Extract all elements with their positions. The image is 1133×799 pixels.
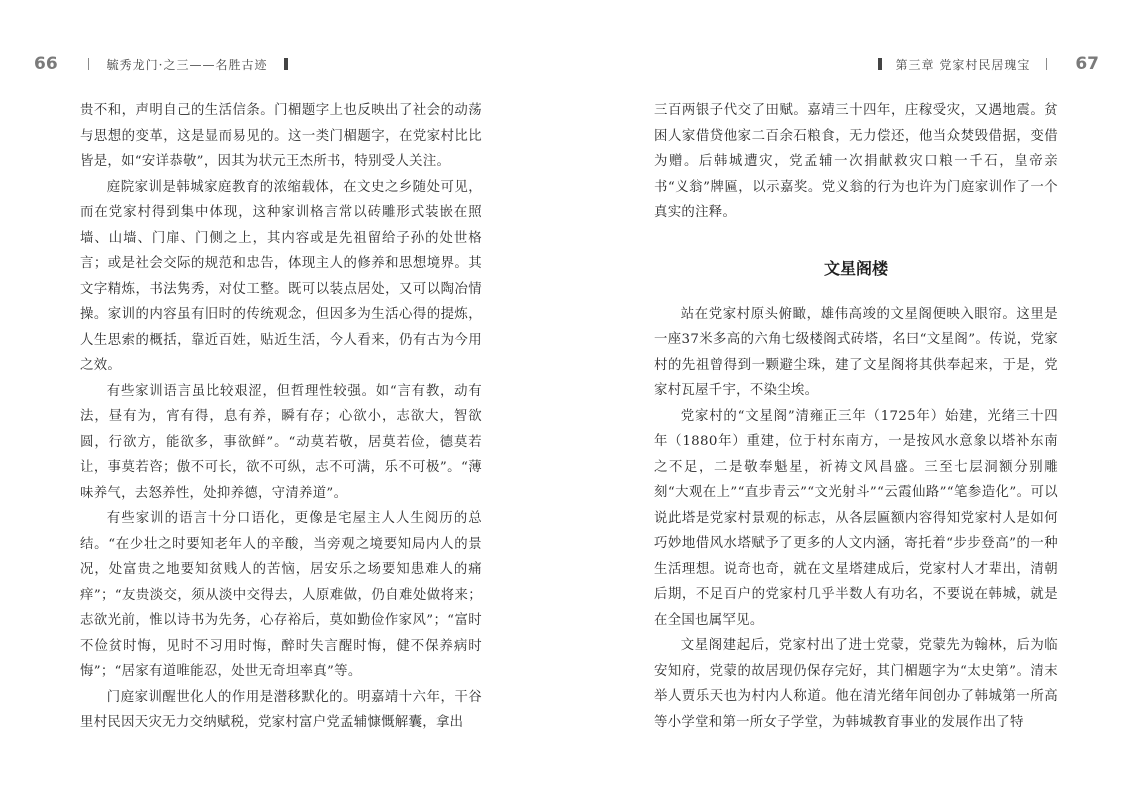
paragraph: 党家村的“文星阁”清雍正三年（1725年）始建，光绪三十四年（1880年）重建，位于村东南方，一是按风水意象以塔补东南之不足，二是敬奉魁星，祈祷文风昌盛。三至七层洞额分别雕刻“大观在上”“直步青云”“文光射斗”“云霞仙路”“笔参造化”。可以说此塔是党家村景观的标志，从各层匾额内容得知党家村人是如何巧妙地借风水塔赋予了更多的人文内涵，寄托着“步步登高”的一种生活理想。说奇也奇，就在文星塔建成后，党家村人才辈出，清朝后期，不足百户的党家村几乎半数人有功名，不要说在韩城，就是在全国也属罕见。 [654,408,1058,628]
left-running-header [34,52,288,76]
paragraph: 三百两银子代交了田赋。嘉靖三十四年，庄稼受灾，又遇地震。贫困人家借贷他家二百余石粮食，无力偿还，他当众焚毁借据，变借为赠。后韩城遭灾，党孟辅一次捐献救灾口粮一千石，皇帝亲书“义翁”牌匾，以示嘉奖。党义翁的行为也许为门庭家训作了一个真实的注释。 [654,103,1058,220]
right-running-header [878,52,1100,76]
header-block-marker [878,58,882,70]
right-page-number: 67 [1075,54,1099,74]
paragraph: 文星阁建起后，党家村出了进士党蒙，党蒙先为翰林，后为临安知府，党蒙的故居现仍保存完好，其门楣题字为“太史第”。清末举人贾乐天也为村内人称道。他在清光绪年间创办了韩城第一所高等小学堂和第一所女子学堂，为韩城教育事业的发展作出了特 [654,638,1058,730]
paragraph: 有些家训语言虽比较艰涩，但哲理性较强。如“言有教，动有法，昼有为，宵有得，息有养，瞬有存；心欲小，志欲大，智欲圆，行欲方，能欲多，事欲鲜”。“动莫若敬，居莫若俭，德莫若让，事莫若咨；傲不可长，欲不可纵，志不可满，乐不可极”。“薄味养气，去怒养性，处抑养德，守清养道”。 [80,383,482,501]
header-divider [1046,58,1047,70]
left-page [0,0,566,799]
right-body-text [654,98,1058,735]
header-block-marker [284,58,288,70]
right-running-title: 第三章 党家村民居瑰宝 [895,57,1031,72]
left-body-text [80,98,482,736]
left-page-number: 66 [34,54,58,74]
section-title: 文星阁楼 [823,258,888,278]
paragraph: 庭院家训是韩城家庭教育的浓缩载体，在文史之乡随处可见，而在党家村得到集中体现，这种家训格言常以砖雕形式装嵌在照墙、山墙、门扉、门侧之上，其内容或是先祖留给子孙的处世格言；或是社会交际的规范和忠告，体现主人的修养和思想境界。其文字精炼，书法隽秀，对仗工整。既可以装点居处，又可以陶冶情操。家训的内容虽有旧时的传统观念，但因多为生活心得的提炼，人生思索的概括，靠近百姓，贴近生活，今人看来，仍有古为今用之效。 [80,179,482,373]
right-page [566,0,1133,799]
paragraph: 门庭家训醒世化人的作用是潜移默化的。明嘉靖十六年，干谷里村民因天灾无力交纳赋税，党家村富户党孟辅慷慨解囊，拿出 [80,689,482,730]
paragraph: 有些家训的语言十分口语化，更像是宅屋主人人生阅历的总结。“在少壮之时要知老年人的辛酸，当旁观之境要知局内人的景况，处富贵之地要知贫贱人的苦恼，居安乐之场要知患难人的痛痒”；“友贵淡交，须从淡中交得去，人原难做，仍自难处做将来；志欲光前，惟以诗书为先务，心存裕后，莫如勤俭作家风”；“富时不俭贫时悔，见时不习用时悔，醉时失言醒时悔，健不保养病时悔”；“居家有道唯能忍，处世无奇坦率真”等。 [80,511,482,679]
header-divider [88,58,89,70]
left-running-title: 毓秀龙门·之三——名胜古迹 [106,57,268,72]
paragraph: 贵不和，声明自己的生活信条。门楣题字上也反映出了社会的动荡与思想的变革，这是显而易见的。这一类门楣题字，在党家村比比皆是，如“安详恭敬”，因其为状元王杰所书，特别受人关注。 [80,103,482,169]
paragraph: 站在党家村原头俯瞰，雄伟高竣的文星阁便映入眼帘。这里是一座37米多高的六角七级楼阁式砖塔，名曰“文星阁”。传说，党家村的先祖曾得到一颗避尘珠，建了文星阁将其供奉起来，于是，党家村瓦屋千宇，不染尘埃。 [654,306,1058,398]
